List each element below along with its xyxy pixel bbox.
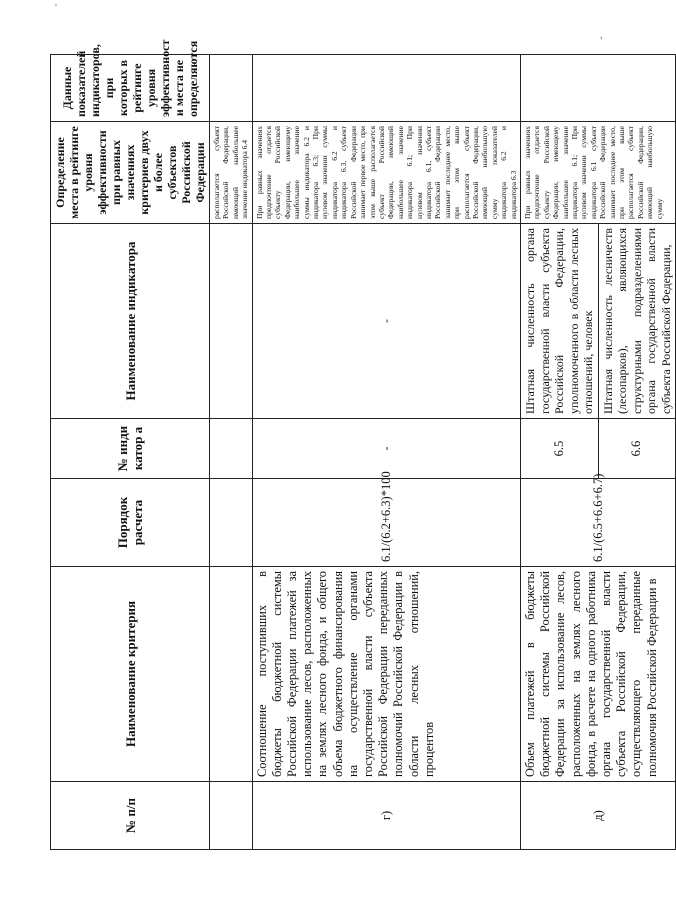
row-g-rating: При равных значениях предпочтение отдается субъекту Российской Федерации, имеющему наибольшее значение суммы индикатора 6.2 и индикатора 6.3; При нулевом значении суммы индикатора 6.2 и индикатора 6.3, субъект Российской Федерации занимает первое место, при этом выше располагается субъект Российской Федерации, имеющий наибольшее значение индикатора 6.1; При нулевом значении индикатора 6.1, субъект Российской Федерации занимает последнее место, при этом выше располагается субъект Российской Федерации, имеющий наибольшую сумму показателей индикатора 6.2 и индикатора 6.3 [252, 122, 520, 224]
criteria-table [50, 39, 676, 850]
header-data: Данные показателей индикаторов, при которых в рейтинге уровня эффективност и места не определяются [51, 55, 210, 122]
rating-top-text: располагается субъект Российской Федерации, имеющий наибольшее значение индикатора 6.4 [210, 122, 253, 224]
row-g [252, 55, 520, 850]
header-criterion: Наименование критерия [51, 567, 210, 782]
row-d-order: 6.1/(6.5+6.6+6.7) [521, 479, 676, 567]
row-d-indicator2-num: 6.6 [598, 419, 676, 479]
row-g-indicator-name: - [252, 224, 520, 419]
rotated-page [50, 39, 673, 850]
row-g-num: г) [252, 782, 520, 850]
row-g-criterion: Соотношение поступивших в бюджеты бюджетной системы Российской Федерации платежей за использование лесов, расположенных на землях лесного фонда, и общего объема бюджетного финансирования на осуществление органами государственной власти субъекта Российской Федерации переданных полномочий Российской Федерации в области лесных отношений, процентов [252, 567, 520, 782]
row-d-indicator1-num: 6.5 [521, 419, 599, 479]
row-g-order: 6.1/(6.2+6.3)*100 [252, 479, 520, 567]
header-indicator-name: Наименование индикатора [51, 224, 210, 419]
row-d-rating: При равных значениях предпочтение отдается субъекту Российской Федерации, имеющему наибольшее значение индикатора 6.1; При нулевом значении суммы индикатора 6.1 субъект Российской Федерации занимает последнее место, при этом выше располагается субъект Российской Федерации, имеющий наибольшую сумму [521, 122, 676, 224]
row-d-criterion: Объем платежей в бюджеты бюджетной системы Российской Федерации за использование лесов, расположенных на землях лесного фонда, в расчете на одного работника органа государственной власти субъекта Российской Федерации, осуществляющего переданные полномочия Российской Федерации в [521, 567, 676, 782]
header-order: Порядок расчета [51, 479, 210, 567]
row-d-indicator1-name: Штатная численность органа государственной власти субъекта Российской Федерации, уполномоченного в области лесных отношений, человек [521, 224, 599, 419]
header-rating: Определение места в рейтинге уровня эффективности при равных значениях критериев двух и более субъектов Российской Федерации [51, 122, 210, 224]
row-d-num: д) [521, 782, 676, 850]
row-d-part1 [521, 55, 599, 850]
scan-mark: ' [55, 2, 57, 14]
row-d-indicator2-name: Штатная численность лесничеств (лесопарков), являющихся структурными подразделениями органа государственной власти субъекта Российской Федерации, [598, 224, 676, 419]
scan-mark-2: , [600, 30, 603, 41]
header-num: № п/п [51, 782, 210, 850]
header-indicator-num: № инди катор а [51, 419, 210, 479]
continued-row [210, 55, 253, 850]
header-row [51, 55, 210, 850]
row-g-indicator-num: - [252, 419, 520, 479]
